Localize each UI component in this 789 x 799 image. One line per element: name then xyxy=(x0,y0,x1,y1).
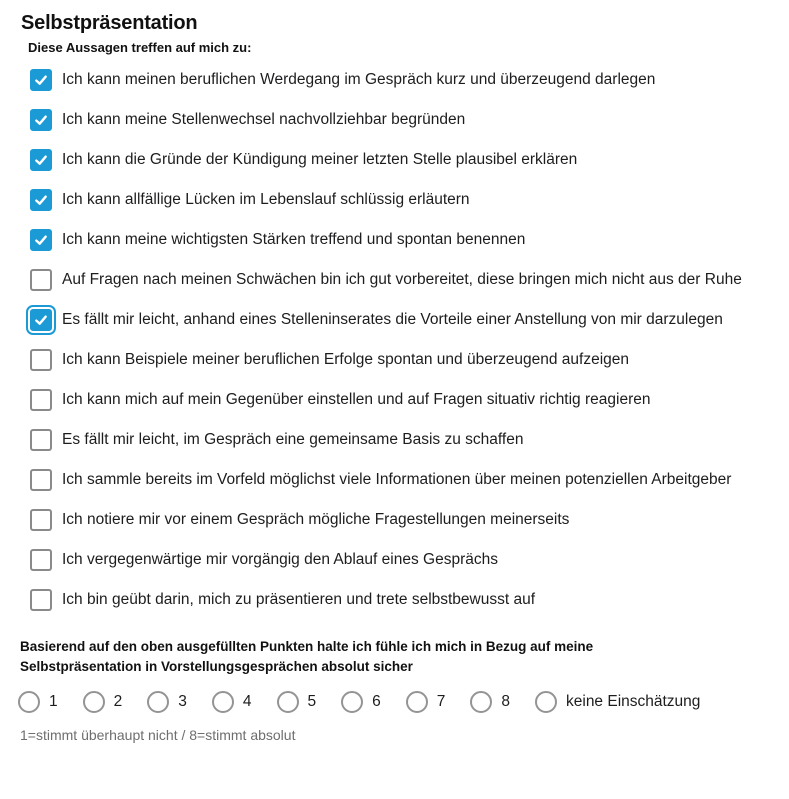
checklist-item-label: Ich vergegenwärtige mir vorgängig den Ablauf eines Gesprächs xyxy=(62,551,498,568)
check-icon xyxy=(33,192,49,208)
rating-option-label: 6 xyxy=(372,693,381,710)
rating-option xyxy=(535,691,700,713)
rating-option-label: 1 xyxy=(49,693,58,710)
checkbox[interactable] xyxy=(30,189,52,211)
checkbox[interactable] xyxy=(30,549,52,571)
check-icon xyxy=(33,152,49,168)
rating-option xyxy=(18,691,58,713)
checklist-item xyxy=(30,467,769,493)
checklist-item xyxy=(30,147,769,173)
checklist-item xyxy=(30,587,769,613)
radio-button[interactable] xyxy=(406,691,428,713)
checklist-item-label: Ich notiere mir vor einem Gespräch mögliche Fragestellungen meinerseits xyxy=(62,511,570,528)
rating-option xyxy=(470,691,510,713)
checkbox[interactable] xyxy=(30,389,52,411)
radio-button[interactable] xyxy=(18,691,40,713)
checklist-item xyxy=(30,387,769,413)
rating-option-label: 3 xyxy=(178,693,187,710)
rating-prompt: Basierend auf den oben ausgefüllten Punkten halte ich fühle ich mich in Bezug auf meine Selbstpräsentation in Vorstellungsgesprächen absolut sicher xyxy=(20,639,594,674)
checklist-item xyxy=(30,547,769,573)
checkbox[interactable] xyxy=(30,229,52,251)
checklist-item-label: Ich kann meine Stellenwechsel nachvollziehbar begründen xyxy=(62,111,466,128)
checklist-item xyxy=(30,347,769,373)
checkbox[interactable] xyxy=(30,469,52,491)
checklist-item-label: Ich kann Beispiele meiner beruflichen Erfolge spontan und überzeugend aufzeigen xyxy=(62,351,629,368)
rating-radio-row xyxy=(18,691,769,713)
checkbox[interactable] xyxy=(30,429,52,451)
checklist-item xyxy=(30,187,769,213)
checkbox[interactable] xyxy=(30,149,52,171)
rating-option-label: keine Einschätzung xyxy=(566,693,701,710)
radio-button[interactable] xyxy=(341,691,363,713)
checklist-item-label: Ich kann mich auf mein Gegenüber einstellen und auf Fragen situativ richtig reagieren xyxy=(62,391,651,408)
rating-option-label: 2 xyxy=(113,693,123,710)
checklist-item-label: Ich kann meine wichtigsten Stärken treffend und spontan benennen xyxy=(62,231,526,248)
checkbox[interactable] xyxy=(30,349,52,371)
checklist-item-label: Ich kann die Gründe der Kündigung meiner letzten Stelle plausibel erklären xyxy=(62,151,578,168)
checklist-item-label: Ich bin geübt darin, mich zu präsentieren und trete selbstbewusst auf xyxy=(62,591,536,608)
checklist-item xyxy=(30,267,769,293)
rating-option-label: 5 xyxy=(307,693,317,710)
check-icon xyxy=(33,72,49,88)
checklist-item xyxy=(30,507,769,533)
check-icon xyxy=(33,312,49,328)
rating-scale-note: 1=stimmt überhaupt nicht / 8=stimmt absolut xyxy=(20,727,296,743)
rating-option xyxy=(406,691,446,713)
checkbox[interactable] xyxy=(30,109,52,131)
checkbox[interactable] xyxy=(30,509,52,531)
checklist-item xyxy=(30,427,769,453)
checkbox[interactable] xyxy=(30,589,52,611)
checklist-subtitle: Diese Aussagen treffen auf mich zu: xyxy=(28,40,252,55)
checklist-item-label: Ich kann meinen beruflichen Werdegang im Gespräch kurz und überzeugend darlegen xyxy=(62,71,656,88)
radio-button[interactable] xyxy=(83,691,105,713)
rating-option xyxy=(83,691,123,713)
checklist-item-label: Ich kann allfällige Lücken im Lebenslauf schlüssig erläutern xyxy=(62,191,470,208)
checklist-item xyxy=(30,107,769,133)
rating-option xyxy=(212,691,252,713)
checklist-item xyxy=(30,307,769,333)
page-title: Selbstpräsentation xyxy=(21,12,198,34)
check-icon xyxy=(33,232,49,248)
rating-option xyxy=(341,691,381,713)
checklist-item-label: Ich sammle bereits im Vorfeld möglichst viele Informationen über meinen potenziellen Arbeitgeber xyxy=(62,471,732,488)
checkbox[interactable] xyxy=(30,309,52,331)
radio-button[interactable] xyxy=(277,691,299,713)
radio-button[interactable] xyxy=(470,691,492,713)
checklist-item-label: Es fällt mir leicht, anhand eines Stelleninserates die Vorteile einer Anstellung von mir darzulegen xyxy=(62,311,723,328)
statement-checklist xyxy=(30,67,769,613)
radio-button[interactable] xyxy=(535,691,557,713)
radio-button[interactable] xyxy=(212,691,234,713)
checklist-item xyxy=(30,227,769,253)
checkbox[interactable] xyxy=(30,69,52,91)
rating-option-label: 8 xyxy=(501,693,510,710)
checklist-item-label: Auf Fragen nach meinen Schwächen bin ich gut vorbereitet, diese bringen mich nicht aus der Ruhe xyxy=(62,271,742,288)
rating-option-label: 7 xyxy=(436,693,446,710)
rating-option-label: 4 xyxy=(242,693,252,710)
radio-button[interactable] xyxy=(147,691,169,713)
rating-section xyxy=(20,637,769,743)
checkbox[interactable] xyxy=(30,269,52,291)
checklist-item xyxy=(30,67,769,93)
rating-option xyxy=(147,691,187,713)
rating-option xyxy=(277,691,317,713)
checklist-item-label: Es fällt mir leicht, im Gespräch eine gemeinsame Basis zu schaffen xyxy=(62,431,524,448)
check-icon xyxy=(33,112,49,128)
